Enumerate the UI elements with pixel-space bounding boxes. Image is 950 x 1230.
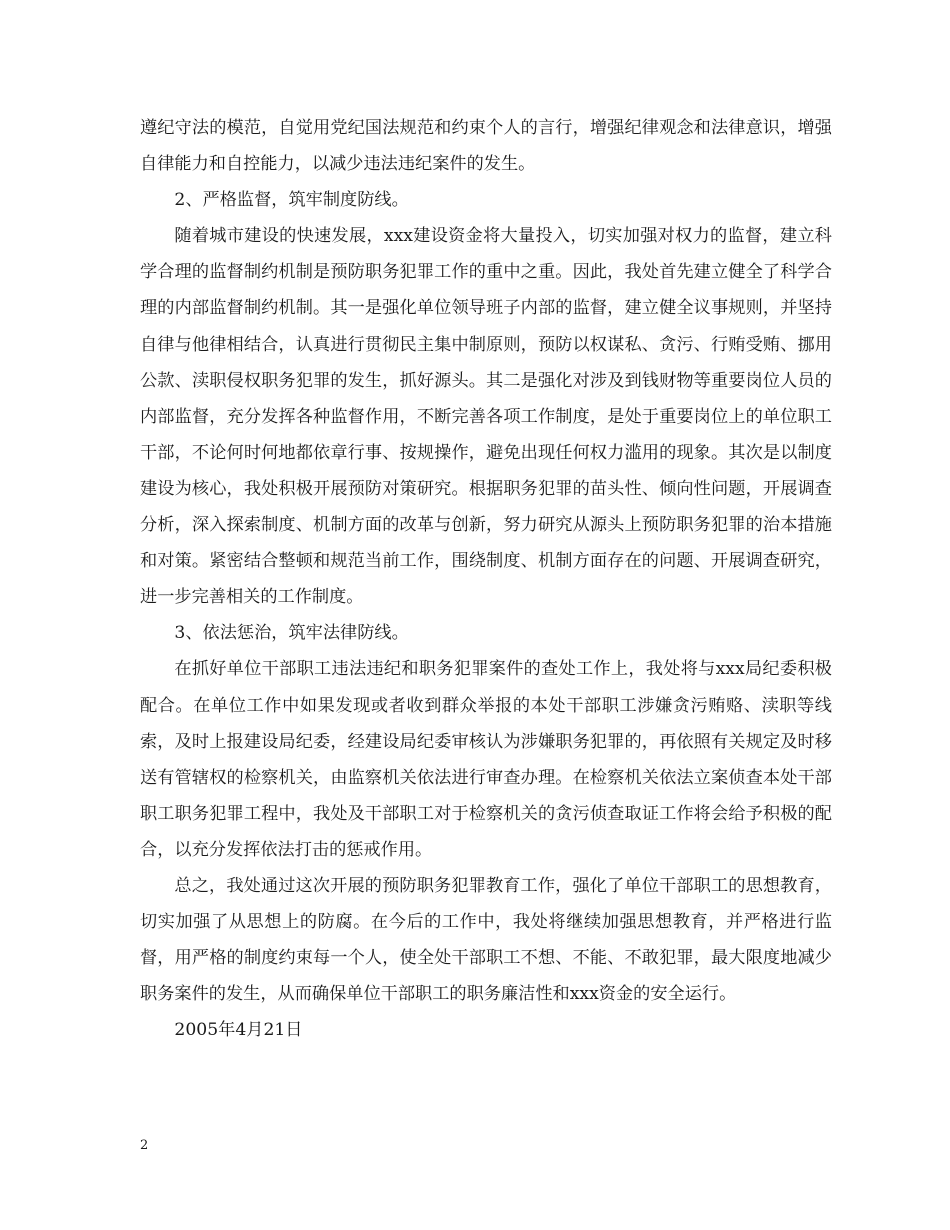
- paragraph-supervision: 随着城市建设的快速发展，xxx建设资金将大量投入，切实加强对权力的监督，建立科学合理的监督制约机制是预防职务犯罪工作的重中之重。因此，我处首先建立健全了科学合理的内部监督制约机制。其一是强化单位领导班子内部的监督，建立健全议事规则，并坚持自律与他律相结合，认真进行贯彻民主集中制原则，预防以权谋私、贪污、行贿受贿、挪用公款、渎职侵权职务犯罪的发生，抓好源头。其二是强化对涉及到钱财物等重要岗位人员的内部监督，充分发挥各种监督作用，不断完善各项工作制度，是处于重要岗位上的单位职工干部，不论何时何地都依章行事、按规操作，避免出现任何权力滥用的现象。其次是以制度建设为核心，我处积极开展预防对策研究。根据职务犯罪的苗头性、倾向性问题，开展调查分析，深入探索制度、机制方面的改革与创新，努力研究从源头上预防职务犯罪的治本措施和对策。紧密结合整顿和规范当前工作，围绕制度、机制方面存在的问题、开展调查研究，进一步完善相关的工作制度。: [140, 226, 832, 608]
- paragraph-continuation: 遵纪守法的模范，自觉用党纪国法规范和约束个人的言行，增强纪律观念和法律意识，增强自律能力和自控能力，以减少违法违纪案件的发生。: [140, 118, 832, 175]
- document-date: 2005年4月21日: [174, 1020, 303, 1041]
- paragraph-conclusion: 总之，我处通过这次开展的预防职务犯罪教育工作，强化了单位干部职工的思想教育，切实加强了从思想上的防腐。在今后的工作中，我处将继续加强思想教育，并严格进行监督，用严格的制度约束每一个人，使全处干部职工不想、不能、不敢犯罪，最大限度地减少职务案件的发生，从而确保单位干部职工的职务廉洁性和xxx资金的安全运行。: [140, 875, 832, 1005]
- paragraph-law-enforcement: 在抓好单位干部职工违法违纪和职务犯罪案件的查处工作上，我处将与xxx局纪委积极配合。在单位工作中如果发现或者收到群众举报的本处干部职工涉嫌贪污贿赂、渎职等线索，及时上报建设局纪委，经建设局纪委审核认为涉嫌职务犯罪的，再依照有关规定及时移送有管辖权的检察机关，由监察机关依法进行审查办理。在检察机关依法立案侦查本处干部职工职务犯罪工程中，我处及干部职工对于检察机关的贪污侦查取证工作将会给予积极的配合，以充分发挥依法打击的惩戒作用。: [140, 659, 832, 860]
- section-heading-3: 3、依法惩治，筑牢法律防线。: [174, 623, 409, 644]
- document-body: [140, 110, 832, 1048]
- page-number: 2: [140, 1138, 149, 1153]
- section-heading-2: 2、严格监督，筑牢制度防线。: [174, 190, 409, 211]
